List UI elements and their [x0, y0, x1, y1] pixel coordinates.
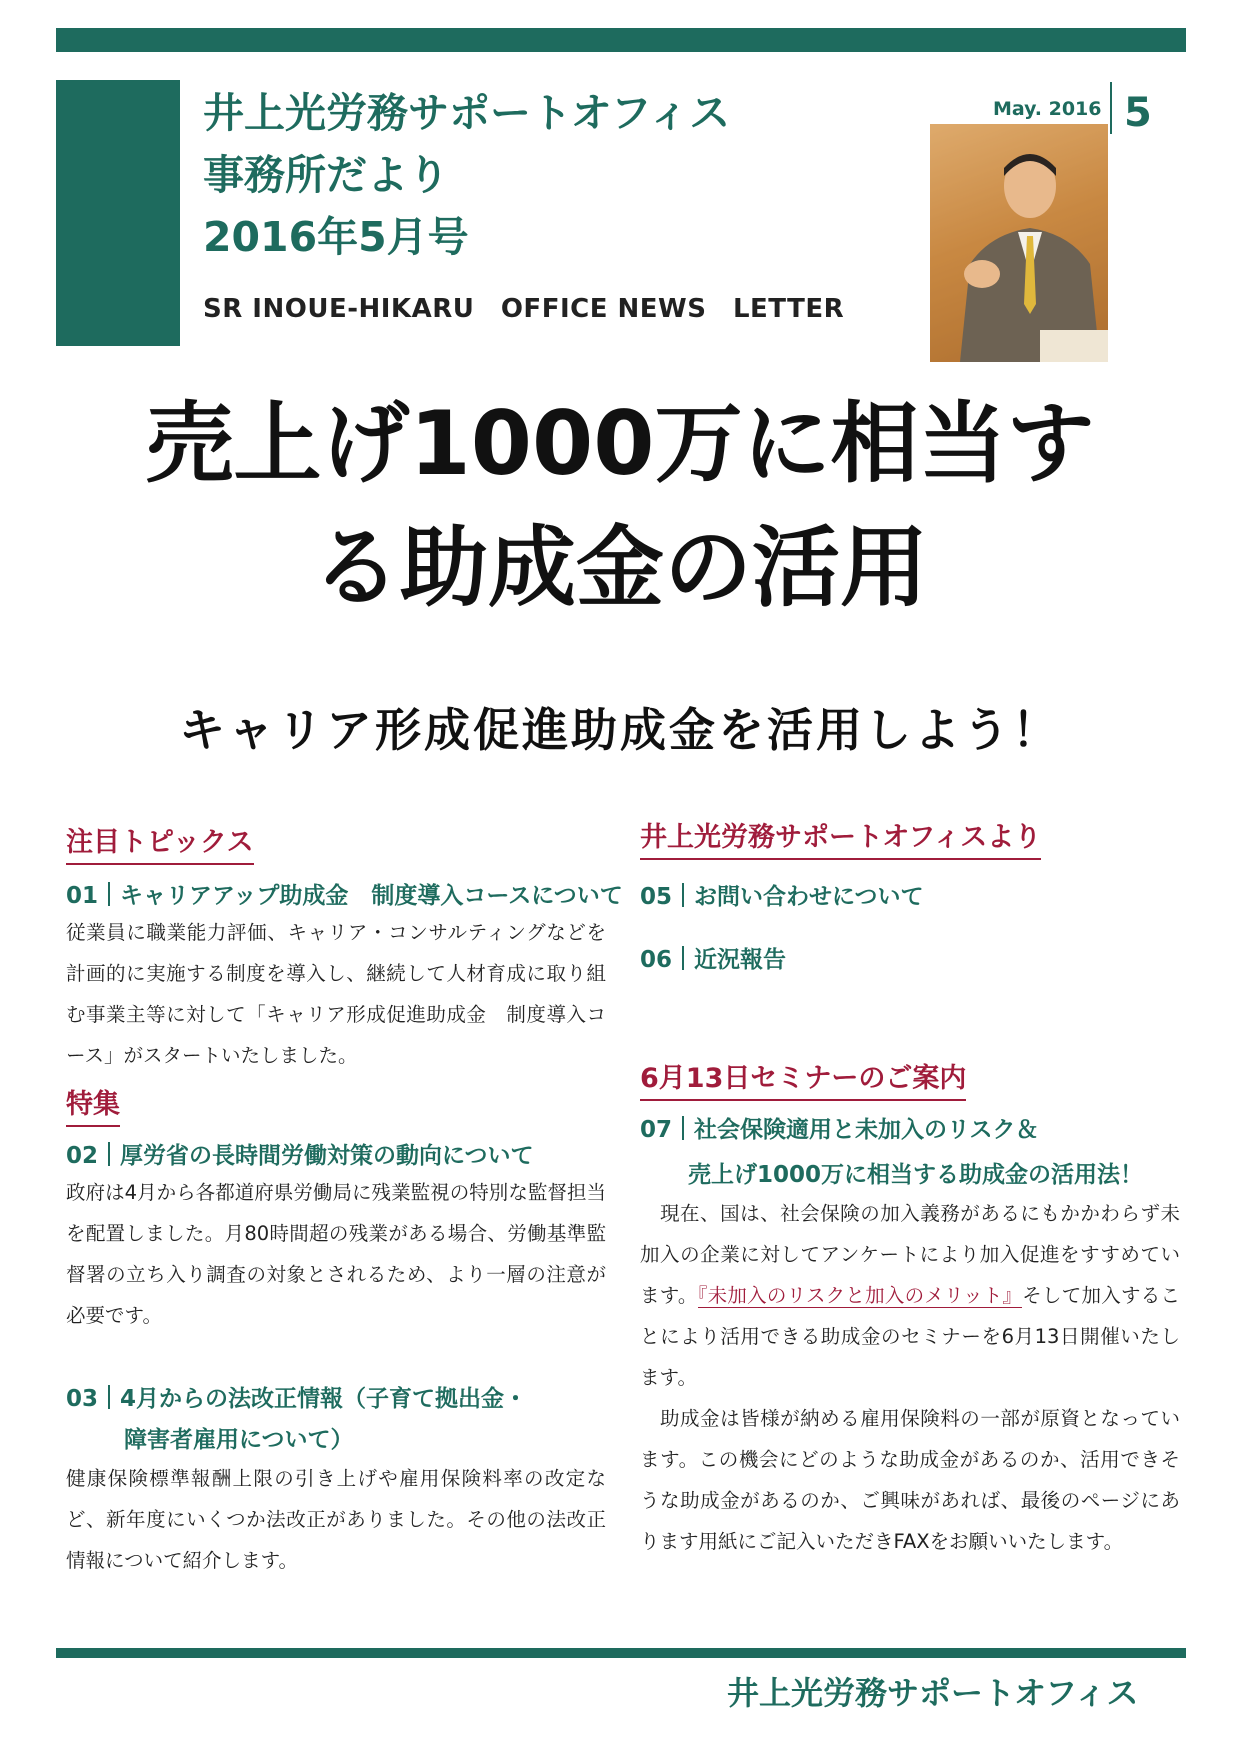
headline-line-2: る助成金の活用 — [311, 516, 928, 619]
highlight-text: 『未加入のリスクと加入のメリット』 — [697, 1284, 1023, 1307]
section-title-feature: 特集 — [66, 1082, 120, 1127]
issue-number: 5 — [1124, 90, 1152, 136]
article-title-text: 厚労省の長時間労働対策の動向について — [120, 1143, 534, 1169]
right-column — [640, 815, 1180, 1562]
masthead-block — [56, 80, 180, 346]
article-03-title — [66, 1380, 606, 1413]
article-07-title — [640, 1111, 1180, 1144]
issue-date: May. 2016 — [993, 98, 1102, 120]
headline-line-1: 売上げ1000万に相当す — [145, 392, 1095, 495]
article-number: 06 — [640, 947, 673, 973]
article-number: 01 — [66, 883, 99, 909]
masthead — [203, 82, 844, 325]
title-separator — [682, 883, 684, 907]
section-title-seminar: 6月13日セミナーのご案内 — [640, 1056, 966, 1101]
portrait-photo — [930, 124, 1108, 362]
article-05-title — [640, 878, 1180, 911]
article-number: 07 — [640, 1117, 673, 1143]
title-separator — [682, 1116, 684, 1140]
article-07-body-1 — [640, 1193, 1180, 1398]
left-column — [66, 820, 623, 1581]
article-03-body: 健康保険標準報酬上限の引き上げや雇用保険料率の改定など、新年度にいくつか法改正がありました。その他の法改正情報について紹介します。 — [66, 1467, 606, 1572]
issue-divider — [1110, 82, 1112, 134]
portrait-illustration — [930, 124, 1108, 362]
article-number: 02 — [66, 1143, 99, 1169]
article-title-text: 4月からの法改正情報（子育て拠出金・ — [120, 1386, 528, 1412]
masthead-office-name: 井上光労務サポートオフィス — [203, 89, 731, 137]
article-02-title — [66, 1137, 606, 1170]
title-separator — [108, 1142, 110, 1166]
title-separator — [108, 1385, 110, 1409]
article-title-text: キャリアアップ助成金 制度導入コースについて — [120, 883, 623, 909]
title-separator — [682, 946, 684, 970]
footer-office-name: 井上光労務サポートオフィス — [727, 1674, 1139, 1712]
article-01-title — [66, 877, 623, 910]
bottom-rule — [56, 1648, 1186, 1658]
title-separator — [108, 882, 110, 906]
article-07-body-2: 助成金は皆様が納める雇用保険料の一部が原資となっています。この機会にどのような助成金があるのか、活用できそうな助成金があるのか、ご興味があれば、最後のページにあります用紙にご記入いただきFAXをお願いいたします。 — [640, 1407, 1180, 1553]
article-title-text: 社会保険適用と未加入のリスク＆ — [694, 1117, 1039, 1143]
article-number: 03 — [66, 1386, 99, 1412]
article-03-title-cont: 障害者雇用について） — [124, 1427, 354, 1453]
section-title-office: 井上光労務サポートオフィスより — [640, 815, 1041, 860]
masthead-newsletter-name: 事務所だより — [203, 151, 449, 199]
article-title-text: お問い合わせについて — [694, 884, 924, 910]
sub-headline: キャリア形成促進助成金を活用しよう！ — [179, 703, 1061, 757]
article-06-title — [640, 941, 1180, 974]
article-01-body: 従業員に職業能力評価、キャリア・コンサルティングなどを計画的に実施する制度を導入し、継続して人材育成に取り組む事業主等に対して「キャリア形成促進助成金 制度導入コース」がスタートいたしました。 — [66, 921, 606, 1067]
top-rule — [56, 28, 1186, 52]
article-02-body: 政府は4月から各都道府県労働局に残業監視の特別な監督担当を配置しました。月80時間超の残業がある場合、労働基準監督署の立ち入り調査の対象とされるため、より一層の注意が必要です。 — [66, 1181, 606, 1327]
masthead-english: SR INOUE-HIKARU OFFICE NEWS LETTER — [203, 294, 845, 324]
masthead-issue-label: 2016年5月号 — [203, 213, 469, 261]
article-title-text: 近況報告 — [694, 947, 787, 973]
article-07-title-cont: 売上げ1000万に相当する助成金の活用法！ — [688, 1162, 1144, 1188]
section-title-topics: 注目トピックス — [66, 820, 254, 865]
body-text: そして加入することにより活用できる助成金のセミナーを6月13日開催いたします。 — [640, 1284, 1180, 1389]
main-headline — [0, 382, 1240, 630]
body-text: 現在、国は、社会保険の加入義務があるにもかかわらず未加入の企業に対してアンケートにより加入促進をすすめています。 — [640, 1202, 1180, 1307]
article-number: 05 — [640, 884, 673, 910]
